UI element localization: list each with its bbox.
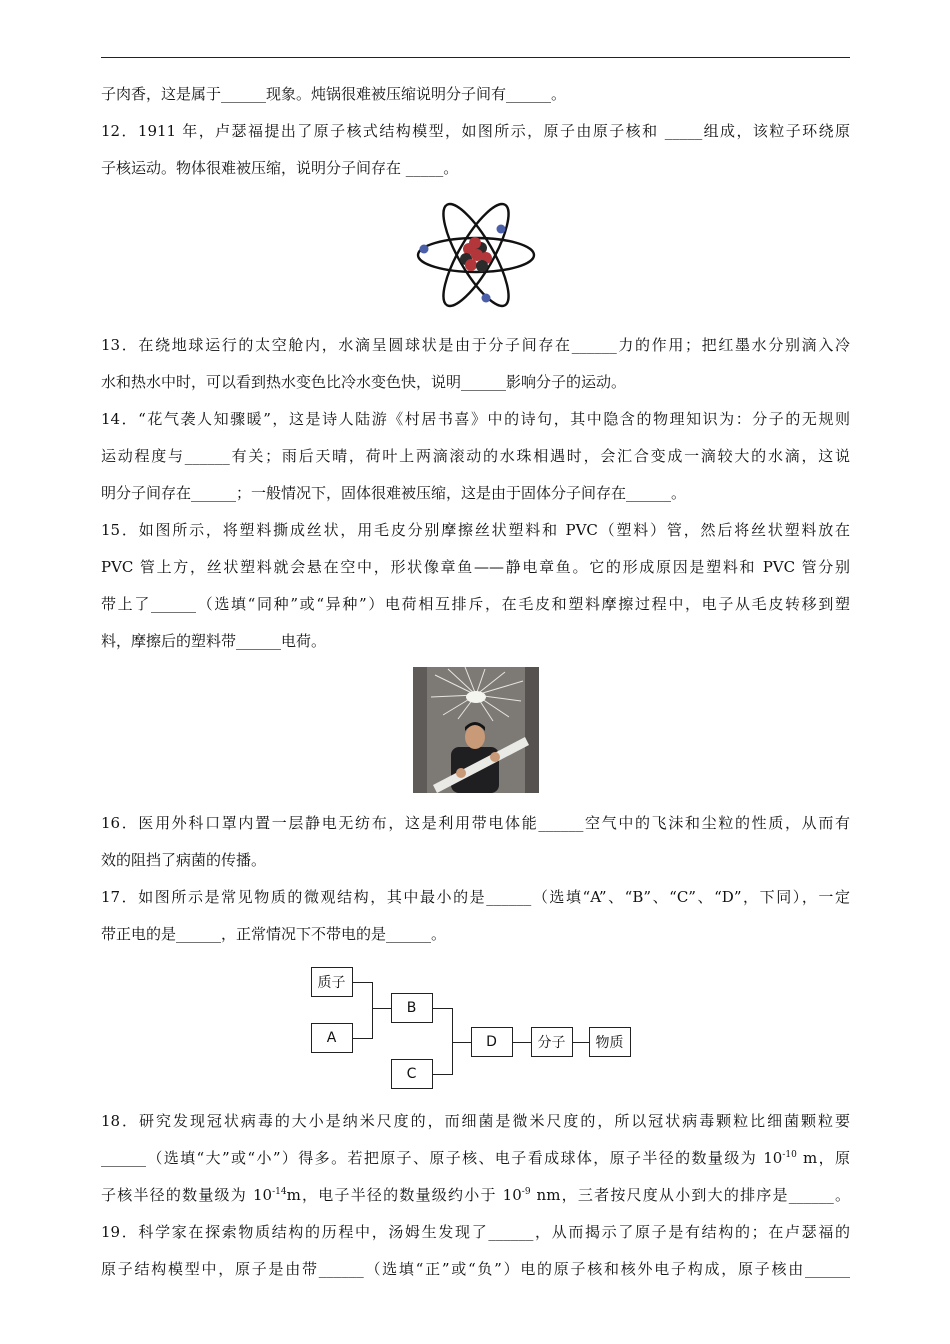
question-19-line-1: 19．科学家在探索物质结构的历程中，汤姆生发现了______，从而揭示了原子是有结构的；在卢瑟福的: [101, 1223, 850, 1241]
exponent: -14: [272, 1187, 287, 1197]
question-18-line-1: 18．研究发现冠状病毒的大小是纳米尺度的，而细菌是微米尺度的，所以冠状病毒颗粒比细菌颗粒要: [101, 1112, 850, 1130]
person-head: [465, 725, 485, 749]
question-17-line-2: 带正电的是______，正常情况下不带电的是______。: [101, 925, 447, 943]
question-page: [101, 76, 850, 1288]
question-16-line-1: 16．医用外科口罩内置一层静电无纺布，这是利用带电体能______空气中的飞沫和尘粒的性质，从而有: [101, 814, 850, 832]
question-13-line-1: 13．在绕地球运行的太空舱内，水滴呈圆球状是由于分子间存在______力的作用；把红墨水分别滴入冷: [101, 336, 850, 354]
atom-model-figure: [411, 193, 541, 313]
box-b: B: [391, 993, 433, 1023]
atom-model-image: [411, 193, 541, 313]
static-octopus-photo: [413, 667, 539, 793]
connector: [353, 982, 372, 983]
question-18-line-3: [101, 1177, 850, 1214]
text-run: ______（选填“大”或“小”）得多。若把原子、原子核、电子看成球体，原子半径的数量级为 10: [101, 1149, 783, 1167]
connector: [513, 1042, 531, 1043]
molecule-box: 分子: [531, 1027, 573, 1057]
question-12-line-2: 子核运动。物体很难被压缩，说明分子间存在 _____。: [101, 159, 459, 177]
question-13-line-2: 水和热水中时，可以看到热水变色比冷水变色快，说明______影响分子的运动。: [101, 373, 627, 391]
electron: [481, 294, 490, 303]
connector: [353, 1038, 372, 1039]
matter-structure-diagram: [311, 967, 641, 1091]
question-12-line-1: 12．1911 年，卢瑟福提出了原子核式结构模型，如图所示，原子由原子核和 _____组成，该粒子环绕原: [101, 122, 850, 140]
connector: [433, 1008, 452, 1009]
matter-box: 物质: [589, 1027, 631, 1057]
question-19-line-2: 原子结构模型中，原子是由带______（选填“正”或“负”）电的原子核和核外电子构成，原子核由______: [101, 1260, 850, 1278]
electron: [496, 225, 505, 234]
text-run: m，电子半径的数量级约小于 10: [286, 1186, 522, 1204]
question-14-line-1: 14．“花气袭人知骤暖”，这是诗人陆游《村居书喜》中的诗句，其中隐含的物理知识为：分子的无规则: [101, 410, 850, 428]
box-d: D: [471, 1027, 513, 1057]
question-15-line-3: 带上了______（选填“同种”或“异种”）电荷相互排斥，在毛皮和塑料摩擦过程中，电子从毛皮转移到塑: [101, 595, 850, 613]
box-c: C: [391, 1059, 433, 1089]
question-14-line-2: 运动程度与______有关；雨后天晴，荷叶上两滴滚动的水珠相遇时，会汇合变成一滴较大的水滴，这说: [101, 447, 850, 465]
connector: [372, 982, 373, 1039]
text-run: 子核半径的数量级为 10: [101, 1186, 273, 1204]
question-14-line-3: 明分子间存在______；一般情况下，固体很难被压缩，这是由于固体分子间存在______。: [101, 484, 687, 502]
question-17-line-1: 17．如图所示是常见物质的微观结构，其中最小的是______（选填“A”、“B”、“C”、“D”，下同），一定: [101, 888, 850, 906]
question-16-line-2: 效的阻挡了病菌的传播。: [101, 851, 267, 869]
connector: [372, 1008, 391, 1009]
text-run: nm，三者按尺度从小到大的排序是______。: [530, 1186, 850, 1204]
text-line: 子肉香，这是属于______现象。炖锅很难被压缩说明分子间有______。: [101, 85, 567, 103]
electron: [419, 245, 428, 254]
exponent: -10: [782, 1150, 797, 1160]
text-run: m，原: [796, 1149, 850, 1167]
question-18-line-2: [101, 1140, 850, 1177]
static-octopus-image: [413, 667, 539, 793]
question-15-line-1: 15．如图所示，将塑料撕成丝状，用毛皮分别摩擦丝状塑料和 PVC（塑料）管，然后将丝状塑料放在: [101, 521, 850, 539]
connector: [573, 1042, 589, 1043]
header-rule: [101, 57, 850, 58]
proton-box: 质子: [311, 967, 353, 997]
box-a: A: [311, 1023, 353, 1053]
question-15-line-2: PVC 管上方，丝状塑料就会悬在空中，形状像章鱼——静电章鱼。它的形成原因是塑料和 PVC 管分别: [101, 558, 850, 576]
connector: [452, 1042, 471, 1043]
exponent: -9: [521, 1187, 531, 1197]
question-15-line-4: 料，摩擦后的塑料带______电荷。: [101, 632, 327, 650]
connector: [433, 1074, 452, 1075]
